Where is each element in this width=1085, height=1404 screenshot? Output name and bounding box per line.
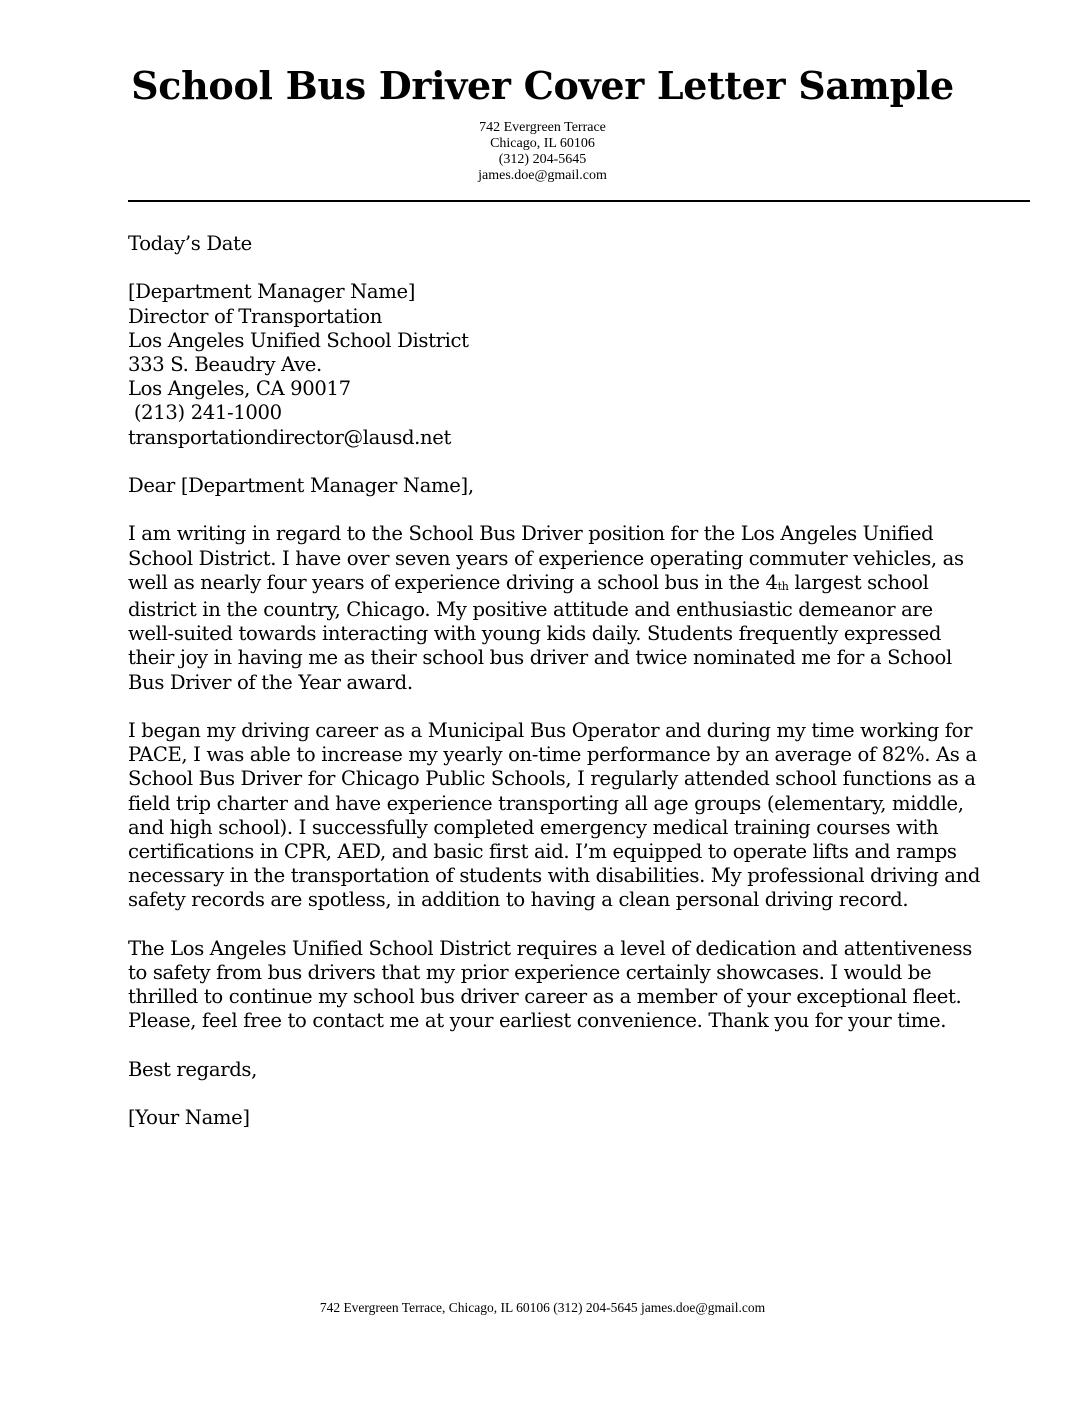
header-address-line2: Chicago, IL 60106 — [490, 136, 595, 151]
paragraph-line: well-suited towards interacting with young kids daily. Students frequently expressed — [128, 622, 942, 646]
page-title: School Bus Driver Cover Letter Sample — [131, 63, 954, 108]
paragraph-line: I am writing in regard to the School Bus Driver position for the Los Angeles Unified — [128, 522, 934, 546]
paragraph-line: necessary in the transportation of students with disabilities. My professional driving and — [128, 864, 981, 888]
recipient-line: 333 S. Beaudry Ave. — [128, 353, 322, 376]
paragraph-line: to safety from bus drivers that my prior experience certainly showcases. I would be — [128, 961, 932, 985]
paragraph-line: thrilled to continue my school bus driver career as a member of your exceptional fleet. — [128, 985, 962, 1009]
paragraph-3 — [128, 937, 1008, 1034]
recipient-line: transportationdirector@lausd.net — [128, 425, 452, 449]
header-phone: (312) 204-5645 — [498, 152, 587, 167]
paragraph-line: The Los Angeles Unified School District requires a level of dedication and attentiveness — [128, 936, 972, 960]
footer-contact: 742 Evergreen Terrace, Chicago, IL 60106 (312) 204-5645 james.doe@gmail.com — [319, 1300, 766, 1315]
salutation: Dear [Department Manager Name], — [128, 474, 474, 497]
header-contact-block — [0, 120, 1085, 184]
recipient-line: Los Angeles, CA 90017 — [128, 377, 351, 401]
header-email: james.doe@gmail.com — [478, 168, 607, 183]
paragraph-line: Bus Driver of the Year award. — [128, 670, 413, 694]
recipient-line: Director of Transportation — [128, 304, 382, 328]
header-divider — [128, 200, 1030, 202]
paragraph-1 — [128, 522, 1008, 694]
recipient-line: [Department Manager Name] — [128, 280, 415, 304]
paragraph-line: PACE, I was able to increase my yearly on-time performance by an average of 82%. As a — [128, 743, 977, 767]
header-address-line1: 742 Evergreen Terrace — [479, 120, 606, 135]
paragraph-line: district in the country, Chicago. My positive attitude and enthusiastic demeanor are — [128, 598, 933, 621]
paragraph-line: School Bus Driver for Chicago Public Schools, I regularly attended school functions as a — [128, 767, 976, 791]
ordinal-suffix: th — [777, 579, 789, 593]
letter-date: Today’s Date — [128, 232, 252, 255]
paragraph-line: their joy in having me as their school bus driver and twice nominated me for a School — [128, 646, 952, 670]
paragraph-line: Please, feel free to contact me at your earliest convenience. Thank you for your time. — [128, 1009, 947, 1033]
paragraph-line-ordinal — [128, 571, 1008, 598]
paragraph-line: safety records are spotless, in addition to having a clean personal driving record. — [128, 888, 909, 912]
paragraph-line: School District. I have over seven years of experience operating commuter vehicles, as — [128, 546, 964, 570]
paragraph-line: field trip charter and have experience transporting all age groups (elementary, middle, — [128, 791, 964, 815]
paragraph-line: I began my driving career as a Municipal Bus Operator and during my time working for — [128, 719, 973, 742]
paragraph-line: certifications in CPR, AED, and basic first aid. I’m equipped to operate lifts and ramps — [128, 840, 957, 864]
closing: Best regards, — [128, 1057, 257, 1081]
recipient-block — [128, 280, 1008, 449]
recipient-line: Los Angeles Unified School District — [128, 328, 469, 352]
letter-body — [128, 232, 1008, 1155]
ordinal-line-start: well as nearly four years of experience driving a school bus in the 4 — [128, 570, 778, 594]
paragraph-line: and high school). I successfully completed emergency medical training courses with — [128, 815, 939, 839]
paragraph-2 — [128, 719, 1008, 913]
ordinal-line-end: largest school — [788, 570, 929, 594]
signature: [Your Name] — [128, 1106, 250, 1130]
recipient-line: (213) 241-1000 — [128, 401, 282, 425]
